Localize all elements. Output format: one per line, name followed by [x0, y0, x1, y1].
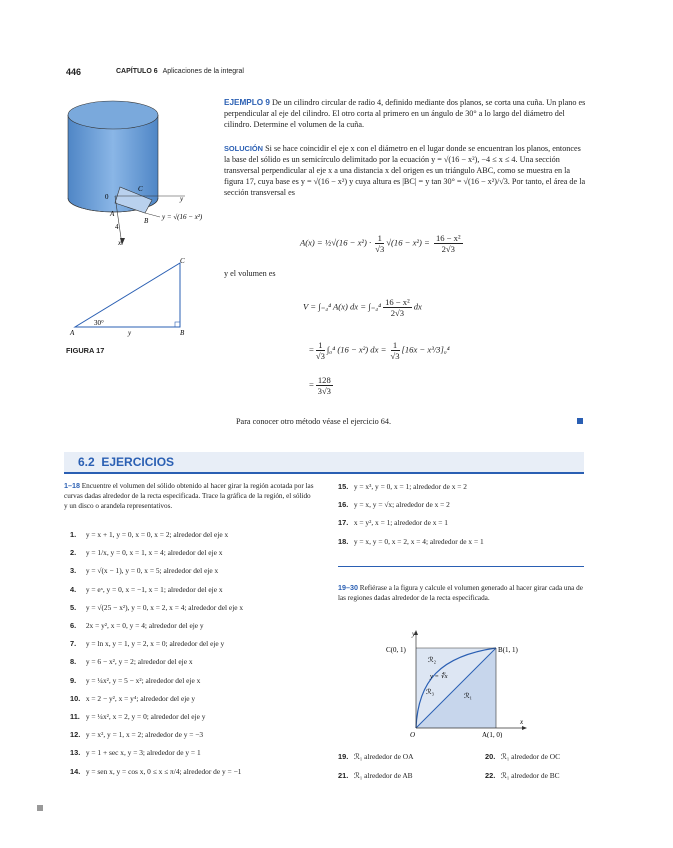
exercises-intro-2: 19–30 Refiérase a la figura y calcule el volumen generado al hacer girar cada una de las regiones dadas alrededor de la recta especificada.: [338, 583, 583, 602]
figure-caption: FIGURA 17: [66, 346, 105, 355]
triangle-abc: [75, 263, 180, 327]
svg-text:C(0, 1): C(0, 1): [386, 646, 406, 654]
fig-label-B: B: [144, 217, 149, 225]
fig-label-0: 0: [105, 193, 109, 201]
exercise-item: 2. y = 1/x, y = 0, x = 1, x = 4; alrededor del eje x: [70, 548, 223, 558]
tri-label-y: y: [128, 329, 132, 337]
exercise-19: 19. ℛ₁ alrededor de OA: [338, 752, 414, 761]
svg-text:x: x: [520, 718, 524, 726]
example-statement: [224, 97, 586, 130]
page-number: 446: [66, 67, 82, 77]
exercise-item: 15. y = x³, y = 0, x = 1; alrededor de x = 2: [338, 482, 467, 491]
svg-text:ℛ₃: ℛ₃: [426, 688, 435, 696]
exercise-20: 20. ℛ₁ alrededor de OC: [485, 752, 561, 761]
volume-result: = $\frac{128}{3√3}$: [309, 375, 331, 396]
column-rule: [338, 566, 584, 567]
chapter-label: CAPÍTULO 6: [116, 68, 158, 75]
volume-line-1: V = ∫₋₄⁴ A(x) dx = ∫₋₄⁴ $\frac{\text{16 − x²}}{2√3}$ dx: [303, 297, 422, 318]
exercise-item: 11. y = ¼x², x = 2, y = 0; alrededor del eje y: [70, 712, 206, 722]
exercise-item: 8. y = 6 − x², y = 2; alrededor del eje x: [70, 657, 193, 667]
example-text: De un cilindro circular de radio 4, definido mediante dos planos, se corta una cuña. Un plano es perpendicular al eje del cilindro. El otro corta al primero en un ángulo de 30° a lo largo del diámetro del cilindro. Determine el volumen de la cuña.: [224, 98, 586, 129]
exercise-item: 14. y = sen x, y = cos x, 0 ≤ x ≤ π/4; alrededor de y = −1: [70, 766, 242, 776]
exercise-item: 3. y = √(x − 1), y = 0, x = 5; alrededor del eje x: [70, 566, 219, 576]
svg-text:ℛ₂: ℛ₂: [428, 656, 437, 664]
svg-text:A(1, 0): A(1, 0): [482, 731, 503, 738]
svg-text:O: O: [410, 731, 416, 738]
exercise-list-right: [338, 478, 484, 551]
section-rule: [64, 472, 584, 474]
exercise-item: 13. y = 1 + sec x, y = 3; alrededor de y = 1: [70, 748, 201, 758]
area-equation: A(x) = ½√(16 − x²) · $\frac{1}{√3}$ √(16 − x²) = $\frac{\text{16 − x²}}{2√3}$: [300, 233, 461, 254]
tri-label-B: B: [180, 329, 185, 337]
volume-line-2: = $\frac{1}{√3}$ ∫₀⁴ (16 − x²) dx = $\frac{1}{√3}$ [16x − x³/3]₀⁴: [309, 340, 450, 361]
solution-label: SOLUCIÓN: [224, 144, 264, 153]
exercise-item: 16. y = x, y = √x; alrededor de x = 2: [338, 500, 450, 510]
figure-17: [60, 95, 225, 345]
svg-text:y = ∜x: y = ∜x: [430, 673, 448, 680]
exercise-item: 6. 2x = y², x = 0, y = 4; alrededor del eje y: [70, 621, 204, 631]
tri-label-angle: 30°: [94, 319, 104, 327]
tri-label-C: C: [180, 257, 185, 265]
exercise-item: 4. y = eˣ, y = 0, x = −1, x = 1; alrededor del eje x: [70, 584, 223, 594]
exercises-intro: 1–18 Encuentre el volumen del sólido obtenido al hacer girar la región acotada por las curvas dadas alrededor de la recta especificada. Trace la gráfica de la región, el sólido y un disco o arandela representativos.: [64, 481, 314, 510]
running-head: [116, 68, 244, 75]
exercise-item: 10. x = 2 − y², x = y⁴; alrededor del eje y: [70, 693, 196, 703]
fig-label-4: 4: [115, 223, 119, 231]
page-corner-mark: [37, 805, 43, 811]
exercise-item: 5. y = √(25 − x²), y = 0, x = 2, x = 4; alrededor del eje x: [70, 602, 244, 612]
fig-label-C: C: [138, 185, 143, 193]
exercise-item: 17. x = y², x = 1; alrededor de x = 1: [338, 518, 449, 528]
region-figure: [360, 626, 540, 738]
exercise-item: 18. y = x, y = 0, x = 2, x = 4; alrededor de x = 1: [338, 536, 484, 546]
exercise-21: 21. ℛ₁ alrededor de AB: [338, 771, 413, 780]
exercise-item: 7. y = ln x, y = 1, y = 2, x = 0; alrededor del eje y: [70, 639, 225, 649]
chapter-title: Aplicaciones de la integral: [162, 68, 244, 75]
example-label: EJEMPLO 9: [224, 98, 270, 107]
solution-paragraph: [224, 143, 586, 198]
fig-label-y: y: [180, 195, 184, 203]
svg-text:y: y: [412, 630, 416, 638]
fig-eq-label: y = √(16 − x²): [162, 213, 203, 221]
solution-text: Si se hace coincidir el eje x con el diámetro en el lugar donde se encuentran los planos, entonces la base del sólido es un semicírculo delimitado por la ecuación y = √(16 − x²), −4 ≤ x ≤ 4. Una sección transversal perpendicular al eje x a una distancia x del origen es un triángulo ABC, como se muestra en la figura 17, cuya base es y = √(16 − x²) y cuya altura es |BC| = y tan 30° = √(16 − x²)/√3. Por tanto, el área de la sección transversal es: [224, 144, 586, 197]
exercise-item: 9. y = ¼x², y = 5 − x²; alrededor del eje x: [70, 675, 201, 685]
exercise-item: 1. y = x + 1, y = 0, x = 0, x = 2; alrededor del eje x: [70, 530, 229, 539]
svg-text:ℛ₁: ℛ₁: [464, 692, 473, 700]
fig-label-A: A: [110, 210, 115, 218]
svg-text:B(1, 1): B(1, 1): [498, 646, 518, 654]
closing-note: Para conocer otro método véase el ejercicio 64.: [236, 417, 392, 426]
exercise-22: 22. ℛ₁ alrededor de BC: [485, 771, 560, 780]
fig-label-x: x: [118, 239, 122, 247]
exercise-item: 12. y = x², y = 1, x = 2; alrededor de y = −3: [70, 730, 204, 740]
volume-intro: y el volumen es: [224, 269, 276, 278]
cylinder-top: [68, 101, 158, 129]
exercise-list-left: [70, 526, 243, 781]
tri-label-A: A: [70, 329, 75, 337]
end-of-example-mark: [577, 418, 583, 424]
section-title: 6.2 EJERCICIOS: [78, 455, 175, 469]
